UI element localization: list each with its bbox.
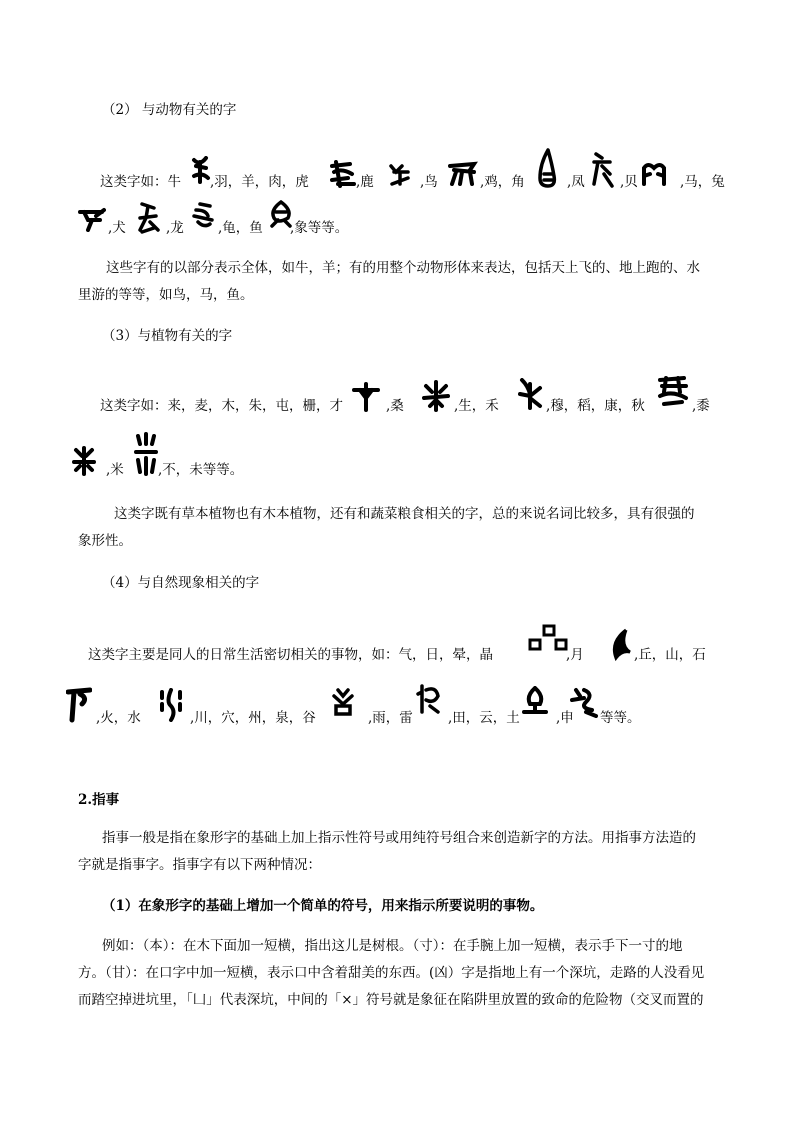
oracle-niao-icon [448, 160, 478, 186]
zhishi-example-line-1: 例如：（本）：在木下面加一短横，指出这儿是树根。（寸）：在手腕上加一短横，表示手下一寸的地 [102, 938, 683, 954]
animal-list-item: ,凤 [567, 174, 585, 190]
nature-list-intro: 这类字主要是同人的日常生活密切相关的事物，如：气，日，晕，晶 [88, 647, 493, 663]
oracle-shi-icon [66, 686, 92, 724]
animal-list-item: ,马，兔 [680, 174, 725, 190]
plant-list-item: ,生，禾 [454, 398, 499, 414]
oracle-cai-icon [352, 382, 380, 412]
animal-paragraph-line-2: 里游的等等，如鸟，马，鱼。 [78, 287, 254, 303]
nature-list-item: ,川，穴，州，泉，谷 [190, 710, 316, 726]
oracle-gu-icon [330, 688, 356, 716]
animal-list-item: ,象等等。 [290, 220, 349, 236]
plant-paragraph-line-1: 这类字既有草本植物也有木本植物，还有和蔬菜粮食相关的字，总的来说名词比较多，具有很强的 [114, 506, 695, 522]
animal-paragraph-line-1: 这些字有的以部分表示全体，如牛，羊；有的用整个动物形体来表达，包括天上飞的、地上跑的、水 [106, 260, 700, 276]
nature-list-item: 等等。 [600, 710, 641, 726]
nature-list-item: ,月 [566, 647, 584, 663]
section-heading-animals: （2） 与动物有关的字 [102, 102, 237, 118]
nature-list-item: ,丘，山，石 [634, 647, 706, 663]
plant-list-item: ,桑 [386, 398, 404, 414]
animal-list-item: ,龟，鱼 [218, 220, 263, 236]
section-heading-plants: （3）与植物有关的字 [102, 328, 233, 344]
oracle-jiao-icon [536, 148, 558, 188]
plant-list-item: ,黍 [692, 398, 710, 414]
nature-list-item: ,田，云，土 [448, 710, 520, 726]
oracle-jing-icon [526, 624, 570, 654]
nature-list-item: ,雨，雷 [368, 710, 413, 726]
animal-list-intro: 这类字如：牛 [100, 174, 181, 190]
oracle-niu-icon [190, 156, 212, 186]
plant-paragraph-line-2: 象形性。 [78, 533, 132, 549]
oracle-yu-icon [268, 200, 294, 228]
nature-list-item: ,火，水 [96, 710, 141, 726]
plant-list-item: ,不，未等等。 [158, 462, 244, 478]
animal-list-item: ,犬 [108, 220, 126, 236]
oracle-quan-icon [136, 202, 160, 234]
oracle-tu-icon [78, 206, 106, 232]
oracle-yue-icon [608, 628, 632, 662]
oracle-long-icon [190, 202, 214, 228]
animal-list-item: ,贝 [620, 174, 638, 190]
oracle-he-icon [516, 378, 544, 410]
oracle-bei-icon [640, 160, 668, 188]
zhishi-example-line-2: 方。（甘）：在口字中加一短横，表示口中含着甜美的东西。(凶）字是指地上有一个深坑，走路的人没看见 [78, 965, 705, 981]
animal-list-item: ,鸡，角 [480, 174, 525, 190]
zhishi-intro-line-2: 字就是指事字。指事字有以下两种情况： [78, 857, 321, 873]
animal-list-item: ,鸟 [420, 174, 438, 190]
animal-list-item: ,鹿 [356, 174, 374, 190]
oracle-lu-icon [388, 162, 412, 186]
oracle-shu-icon [70, 446, 98, 476]
plant-list-item: ,米 [106, 462, 124, 478]
oracle-mi-icon [134, 432, 158, 476]
oracle-shen-icon [570, 686, 600, 718]
oracle-lei-icon [416, 682, 442, 716]
oracle-hu-icon [328, 160, 356, 188]
oracle-qiu-icon [656, 374, 690, 408]
zhishi-example-line-3: 而踏空掉进坑里，「凵」代表深坑，中间的「×」符号就是象征在陷阱里放置的致命的危险物（交叉而置的 [78, 992, 704, 1008]
oracle-sang-icon [422, 380, 450, 412]
section-heading-nature: （4）与自然现象相关的字 [102, 575, 260, 591]
nature-list-item: ,申 [556, 710, 574, 726]
zhishi-subheading: （1）在象形字的基础上增加一个简单的符号，用来指示所要说明的事物。 [102, 898, 544, 914]
zhishi-intro-line-1: 指事一般是指在象形字的基础上加上指示性符号或用纯符号组合来创造新字的方法。用指事方法造的 [102, 830, 696, 846]
plant-list-intro: 这类字如：来，麦，木，朱，屯，栅，才 [100, 398, 343, 414]
plant-list-item: ,穆，稻，康，秋 [546, 398, 645, 414]
section-heading-zhishi: 2.指事 [78, 792, 120, 808]
oracle-feng-icon [590, 152, 614, 188]
oracle-tu2-icon [522, 686, 548, 716]
oracle-shui-icon [156, 688, 186, 722]
animal-list-item: ,羽，羊，肉，虎 [210, 174, 309, 190]
animal-list-item: ,龙 [166, 220, 184, 236]
